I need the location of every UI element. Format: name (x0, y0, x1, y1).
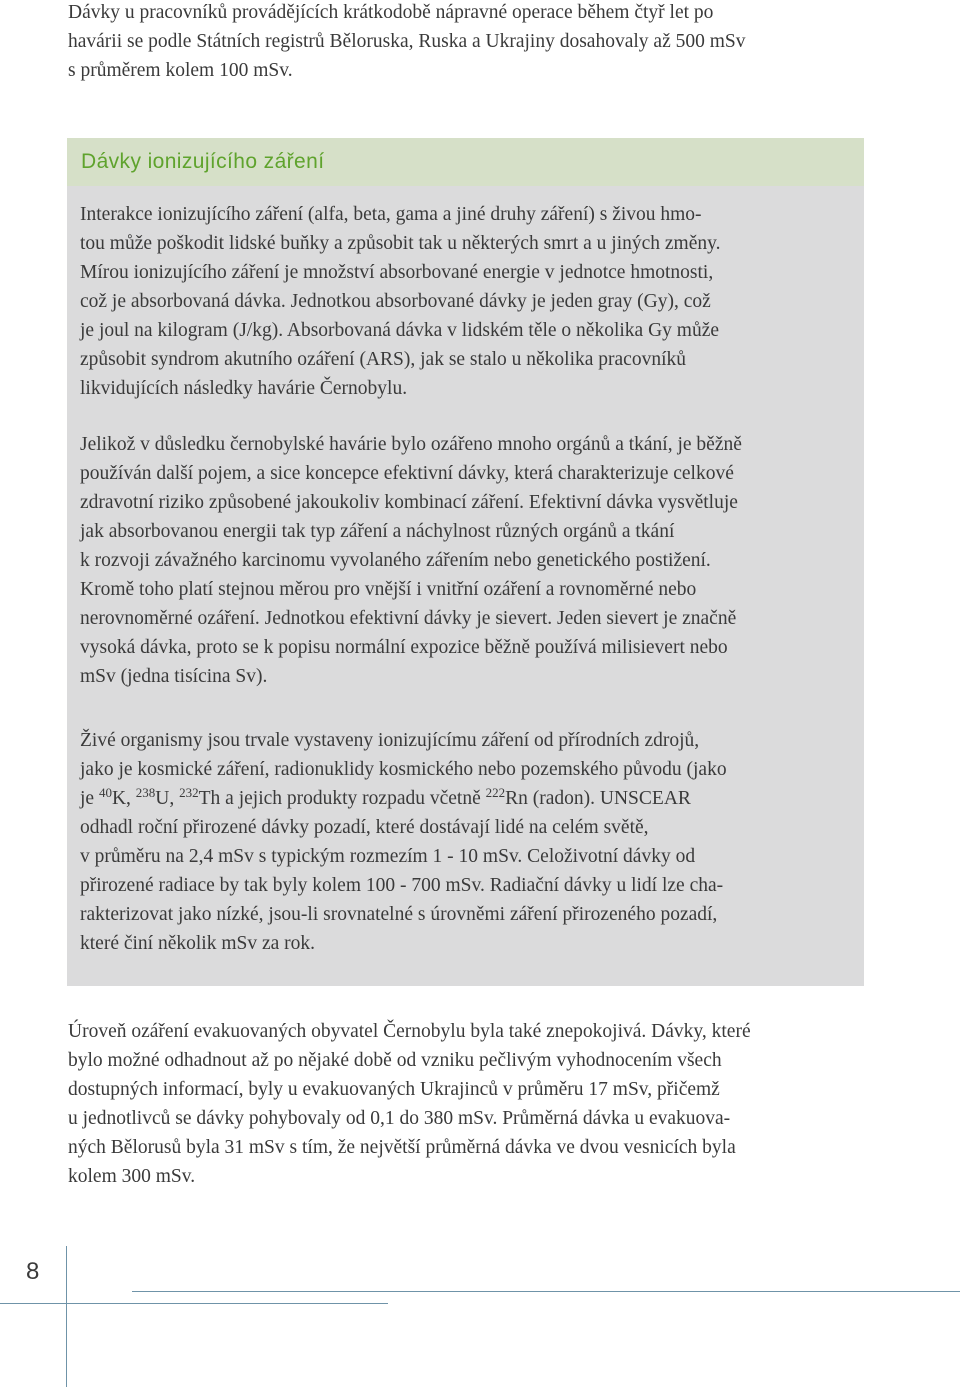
text-line: k rozvoji závažného karcinomu vyvolaného zářením nebo genetického postižení. (80, 550, 711, 571)
isotope-mass-number: 238 (135, 785, 156, 800)
isotope-mass-number: 40 (98, 785, 112, 800)
text-fragment: Rn (radon). UNSCEAR (505, 788, 691, 809)
text-line: Dávky u pracovníků provádějících krátkodobě nápravné operace během čtyř let po (68, 2, 714, 23)
text-line: havárii se podle Státních registrů Běloruska, Ruska a Ukrajiny dosahovaly až 500 mSv (68, 31, 746, 52)
text-fragment: U, (155, 788, 180, 809)
footer-rule-left (0, 1303, 388, 1304)
text-fragment: je (80, 788, 99, 809)
page-number: 8 (26, 1258, 40, 1285)
info-box-header (67, 138, 864, 186)
text-line: Interakce ionizujícího záření (alfa, beta, gama a jiné druhy záření) s živou hmo- (80, 204, 702, 225)
text-line: Mírou ionizujícího záření je množství absorbované energie v jednotce hmotnosti, (80, 262, 714, 283)
info-box-paragraph-3 (80, 726, 727, 958)
text-line: způsobit syndrom akutního ozáření (ARS), jak se stalo u několika pracovníků (80, 349, 687, 370)
text-line: v průměru na 2,4 mSv s typickým rozmezím 1 - 10 mSv. Celoživotní dávky od (80, 846, 696, 867)
text-line-isotopes (80, 784, 727, 813)
footer-rule-right (132, 1291, 960, 1292)
text-line: u jednotlivců se dávky pohybovaly od 0,1 do 380 mSv. Průměrná dávka u evakuova- (68, 1108, 731, 1129)
text-line: ných Bělorusů byla 31 mSv s tím, že největší průměrná dávka ve dvou vesnicích byla (68, 1137, 736, 1158)
text-fragment: Th a jejich produkty rozpadu včetně (198, 788, 486, 809)
text-line: s průměrem kolem 100 mSv. (68, 60, 293, 81)
text-fragment: K, (111, 788, 136, 809)
isotope-mass-number: 222 (485, 785, 506, 800)
text-line: používán další pojem, a sice koncepce efektivní dávky, která charakterizuje celkové (80, 463, 734, 484)
footer-vertical-rule (66, 1246, 67, 1387)
info-box-paragraph-2 (80, 430, 742, 691)
text-line: jak absorbovanou energii tak typ záření a náchylnost různých orgánů a tkání (80, 521, 675, 542)
text-line: Jelikož v důsledku černobylské havárie bylo ozářeno mnoho orgánů a tkání, je běžně (80, 434, 742, 455)
text-line: odhadl roční přirozené dávky pozadí, které dostávají lidé na celém světě, (80, 817, 649, 838)
text-line: Kromě toho platí stejnou měrou pro vnější i vnitřní ozáření a rovnoměrné nebo (80, 579, 697, 600)
text-line: vysoká dávka, proto se k popisu normální expozice běžně používá milisievert nebo (80, 637, 728, 658)
info-box-paragraph-1 (80, 200, 720, 403)
text-line: mSv (jedna tisícina Sv). (80, 666, 268, 687)
text-line: je joul na kilogram (J/kg). Absorbovaná dávka v lidském těle o několika Gy může (80, 320, 720, 341)
text-line: likvidujících následky havárie Černobylu. (80, 378, 408, 399)
text-line: bylo možné odhadnout až po nějaké době od vzniku pečlivým vyhodnocením všech (68, 1050, 722, 1071)
text-line: přirozené radiace by tak byly kolem 100 - 700 mSv. Radiační dávky u lidí lze cha- (80, 875, 724, 896)
isotope-mass-number: 232 (179, 785, 199, 800)
text-line: kolem 300 mSv. (68, 1166, 196, 1187)
text-line: dostupných informací, byly u evakuovaných Ukrajinců v průměru 17 mSv, přičemž (68, 1079, 720, 1100)
text-line: nerovnoměrné ozáření. Jednotkou efektivní dávky je sievert. Jeden sievert je značně (80, 608, 737, 629)
text-line: což je absorbovaná dávka. Jednotkou absorbované dávky je jeden gray (Gy), což (80, 291, 711, 312)
intro-paragraph (68, 0, 745, 85)
outro-paragraph (68, 1017, 751, 1191)
text-line: rakterizovat jako nízké, jsou-li srovnatelné s úrovněmi záření přirozeného pozadí, (80, 904, 718, 925)
text-line: Živé organismy jsou trvale vystaveny ionizujícímu záření od přírodních zdrojů, (80, 730, 700, 751)
text-line: Úroveň ozáření evakuovaných obyvatel Černobylu byla také znepokojivá. Dávky, které (68, 1021, 751, 1042)
text-line: tou může poškodit lidské buňky a způsobit tak u některých smrt a u jiných změny. (80, 233, 721, 254)
info-box-title: Dávky ionizujícího záření (81, 150, 325, 173)
text-line: zdravotní riziko způsobené jakoukoliv kombinací záření. Efektivní dávka vysvětluje (80, 492, 738, 513)
text-line: jako je kosmické záření, radionuklidy kosmického nebo pozemského původu (jako (80, 759, 727, 780)
text-line: které činí několik mSv za rok. (80, 933, 316, 954)
info-box (67, 138, 864, 986)
